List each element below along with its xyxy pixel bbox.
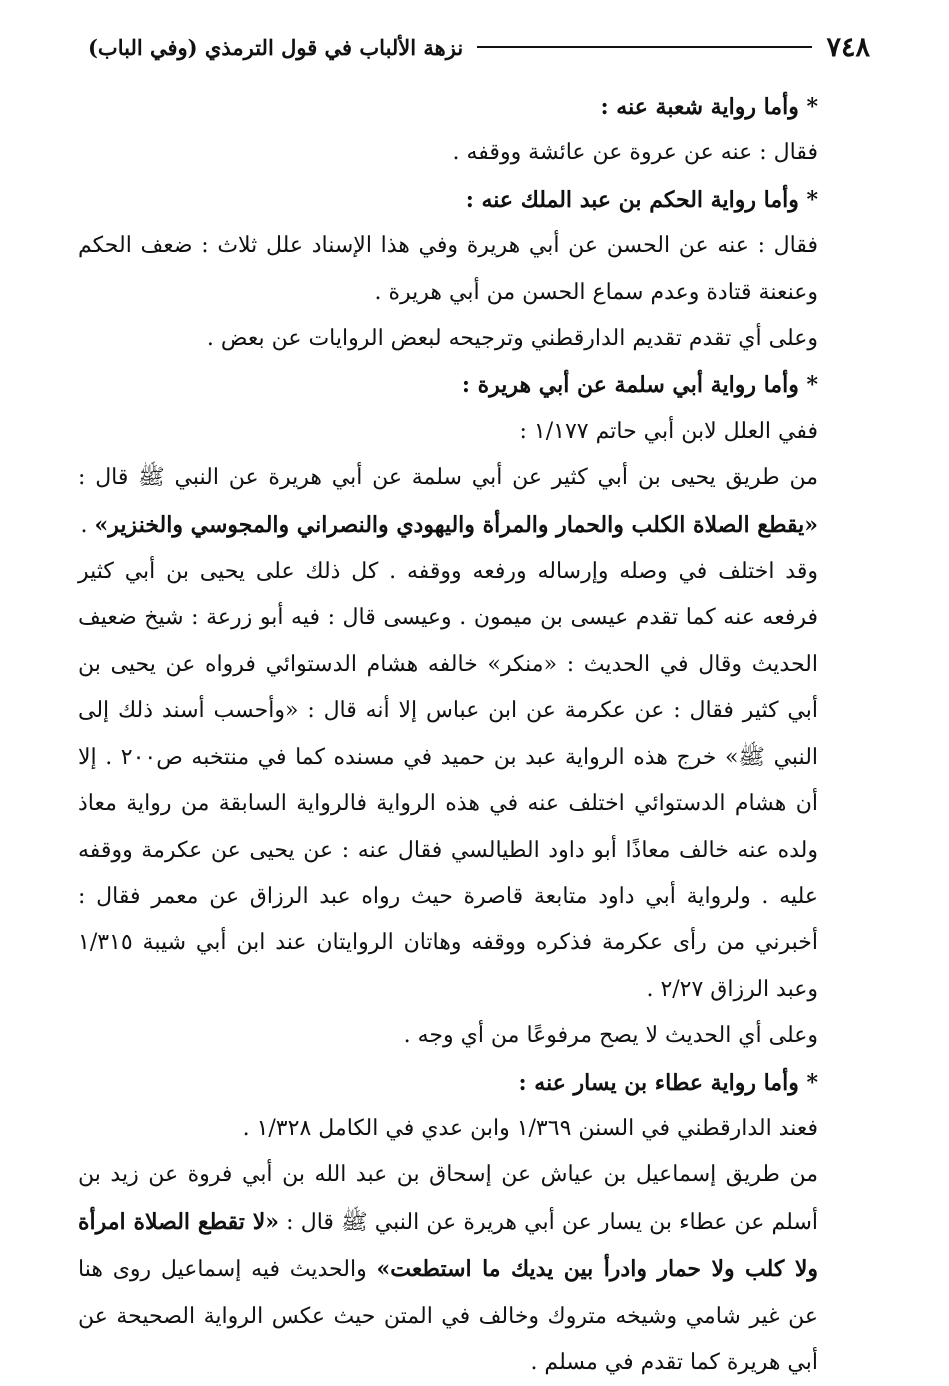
page-number: ٧٤٨ (826, 31, 870, 63)
hadith-quote: «يقطع الصلاة الكلب والحمار والمرأة واليهودي والنصراني والمجوسي والخنزير» (94, 511, 818, 538)
paragraph-text: من طريق يحيى بن أبي كثير عن أبي سلمة عن أبي هريرة عن النبي ﷺ قال : (78, 465, 818, 491)
header-rule (477, 46, 812, 48)
section-heading-hakam: * وأما رواية الحكم بن عبد الملك عنه : (465, 186, 818, 213)
paragraph: فقال : عنه عن عروة عن عائشة ووقفه . (452, 140, 818, 166)
section-heading-abu-salama: * وأما رواية أبي سلمة عن أبي هريرة : (461, 372, 818, 399)
hadith-paragraph (78, 455, 870, 549)
paragraph: ففي العلل لابن أبي حاتم ١/١٧٧ : (519, 418, 818, 444)
page-header (88, 30, 870, 64)
paragraph: فعند الدارقطني في السنن ١/٣٦٩ وابن عدي في الكامل ١/٣٢٨ . (242, 1115, 818, 1141)
paragraph-text: والحديث فيه إسماعيل روى هنا عن غير شامي وشيخه متروك وخالف في المتن حيث عكس الرواية الصحيحة عن أبي هريرة كما تقدم في مسلم . (78, 1257, 818, 1375)
paragraph-text: . (80, 512, 95, 538)
running-title: نزهة الألباب في قول الترمذي (وفي الباب) (88, 34, 464, 60)
section-heading-shuba: * وأما رواية شعبة عنه : (600, 94, 818, 120)
paragraph: وعلى أي تقدم تقديم الدارقطني وترجيحه لبعض الروايات عن بعض . (206, 326, 818, 352)
hadith-quote: «لا تقطع الصلاة امرأة ولا كلب ولا حمار وادرأ بين يديك ما استطعت» (78, 1208, 819, 1283)
paragraph: وقد اختلف في وصله وإرساله ورفعه ووقفه . كل ذلك على يحيى بن أبي كثير فرفعه عنه كما تقدم عيسى بن ميمون . وعيسى قال : فيه أبو زرعة : شيخ ضعيف الحديث وقال في الحديث : «منكر» خالفه هشام الدستوائي فرواه عن يحيى بن أبي كثير فقال : عن عكرمة عن ابن عباس إلا أنه قال : «وأحسب أسند ذلك إلى النبي ﷺ» خرج هذه الرواية عبد بن حميد في مسنده كما في منتخبه ص٢٠٠ . إلا أن هشام الدستوائي اختلف عنه في هذه الرواية فالرواية السابقة من رواية معاذ ولده عنه خالف معاذًا أبو داود الطيالسي فقال عنه : عن يحيى عن عكرمة ووقفه عليه . ولرواية أبي داود متابعة قاصرة حيث رواه عبد الرزاق عن معمر فقال : أخبرني من رأى عكرمة فذكره ووقفه وهاتان الروايتان عند ابن أبي شيبة ١/٣١٥ وعبد الرزاق ٢/٢٧ . (78, 559, 819, 1002)
hadith-paragraph (78, 1152, 870, 1386)
paragraph: وعلى أي الحديث لا يصح مرفوعًا من أي وجه . (403, 1023, 818, 1049)
section-heading-ata: * وأما رواية عطاء بن يسار عنه : (518, 1069, 818, 1096)
paragraph: فقال : عنه عن الحسن عن أبي هريرة وفي هذا الإسناد علل ثلاث : ضعف الحكم وعنعنة قتادة وعدم سماع الحسن من أبي هريرة . (78, 233, 818, 305)
page-body (78, 84, 870, 1386)
paragraph-text: من طريق إسماعيل بن عياش عن إسحاق بن عبد الله بن أبي فروة عن زيد بن أسلم عن عطاء بن يسار عن أبي هريرة عن النبي ﷺ قال : (78, 1162, 818, 1235)
